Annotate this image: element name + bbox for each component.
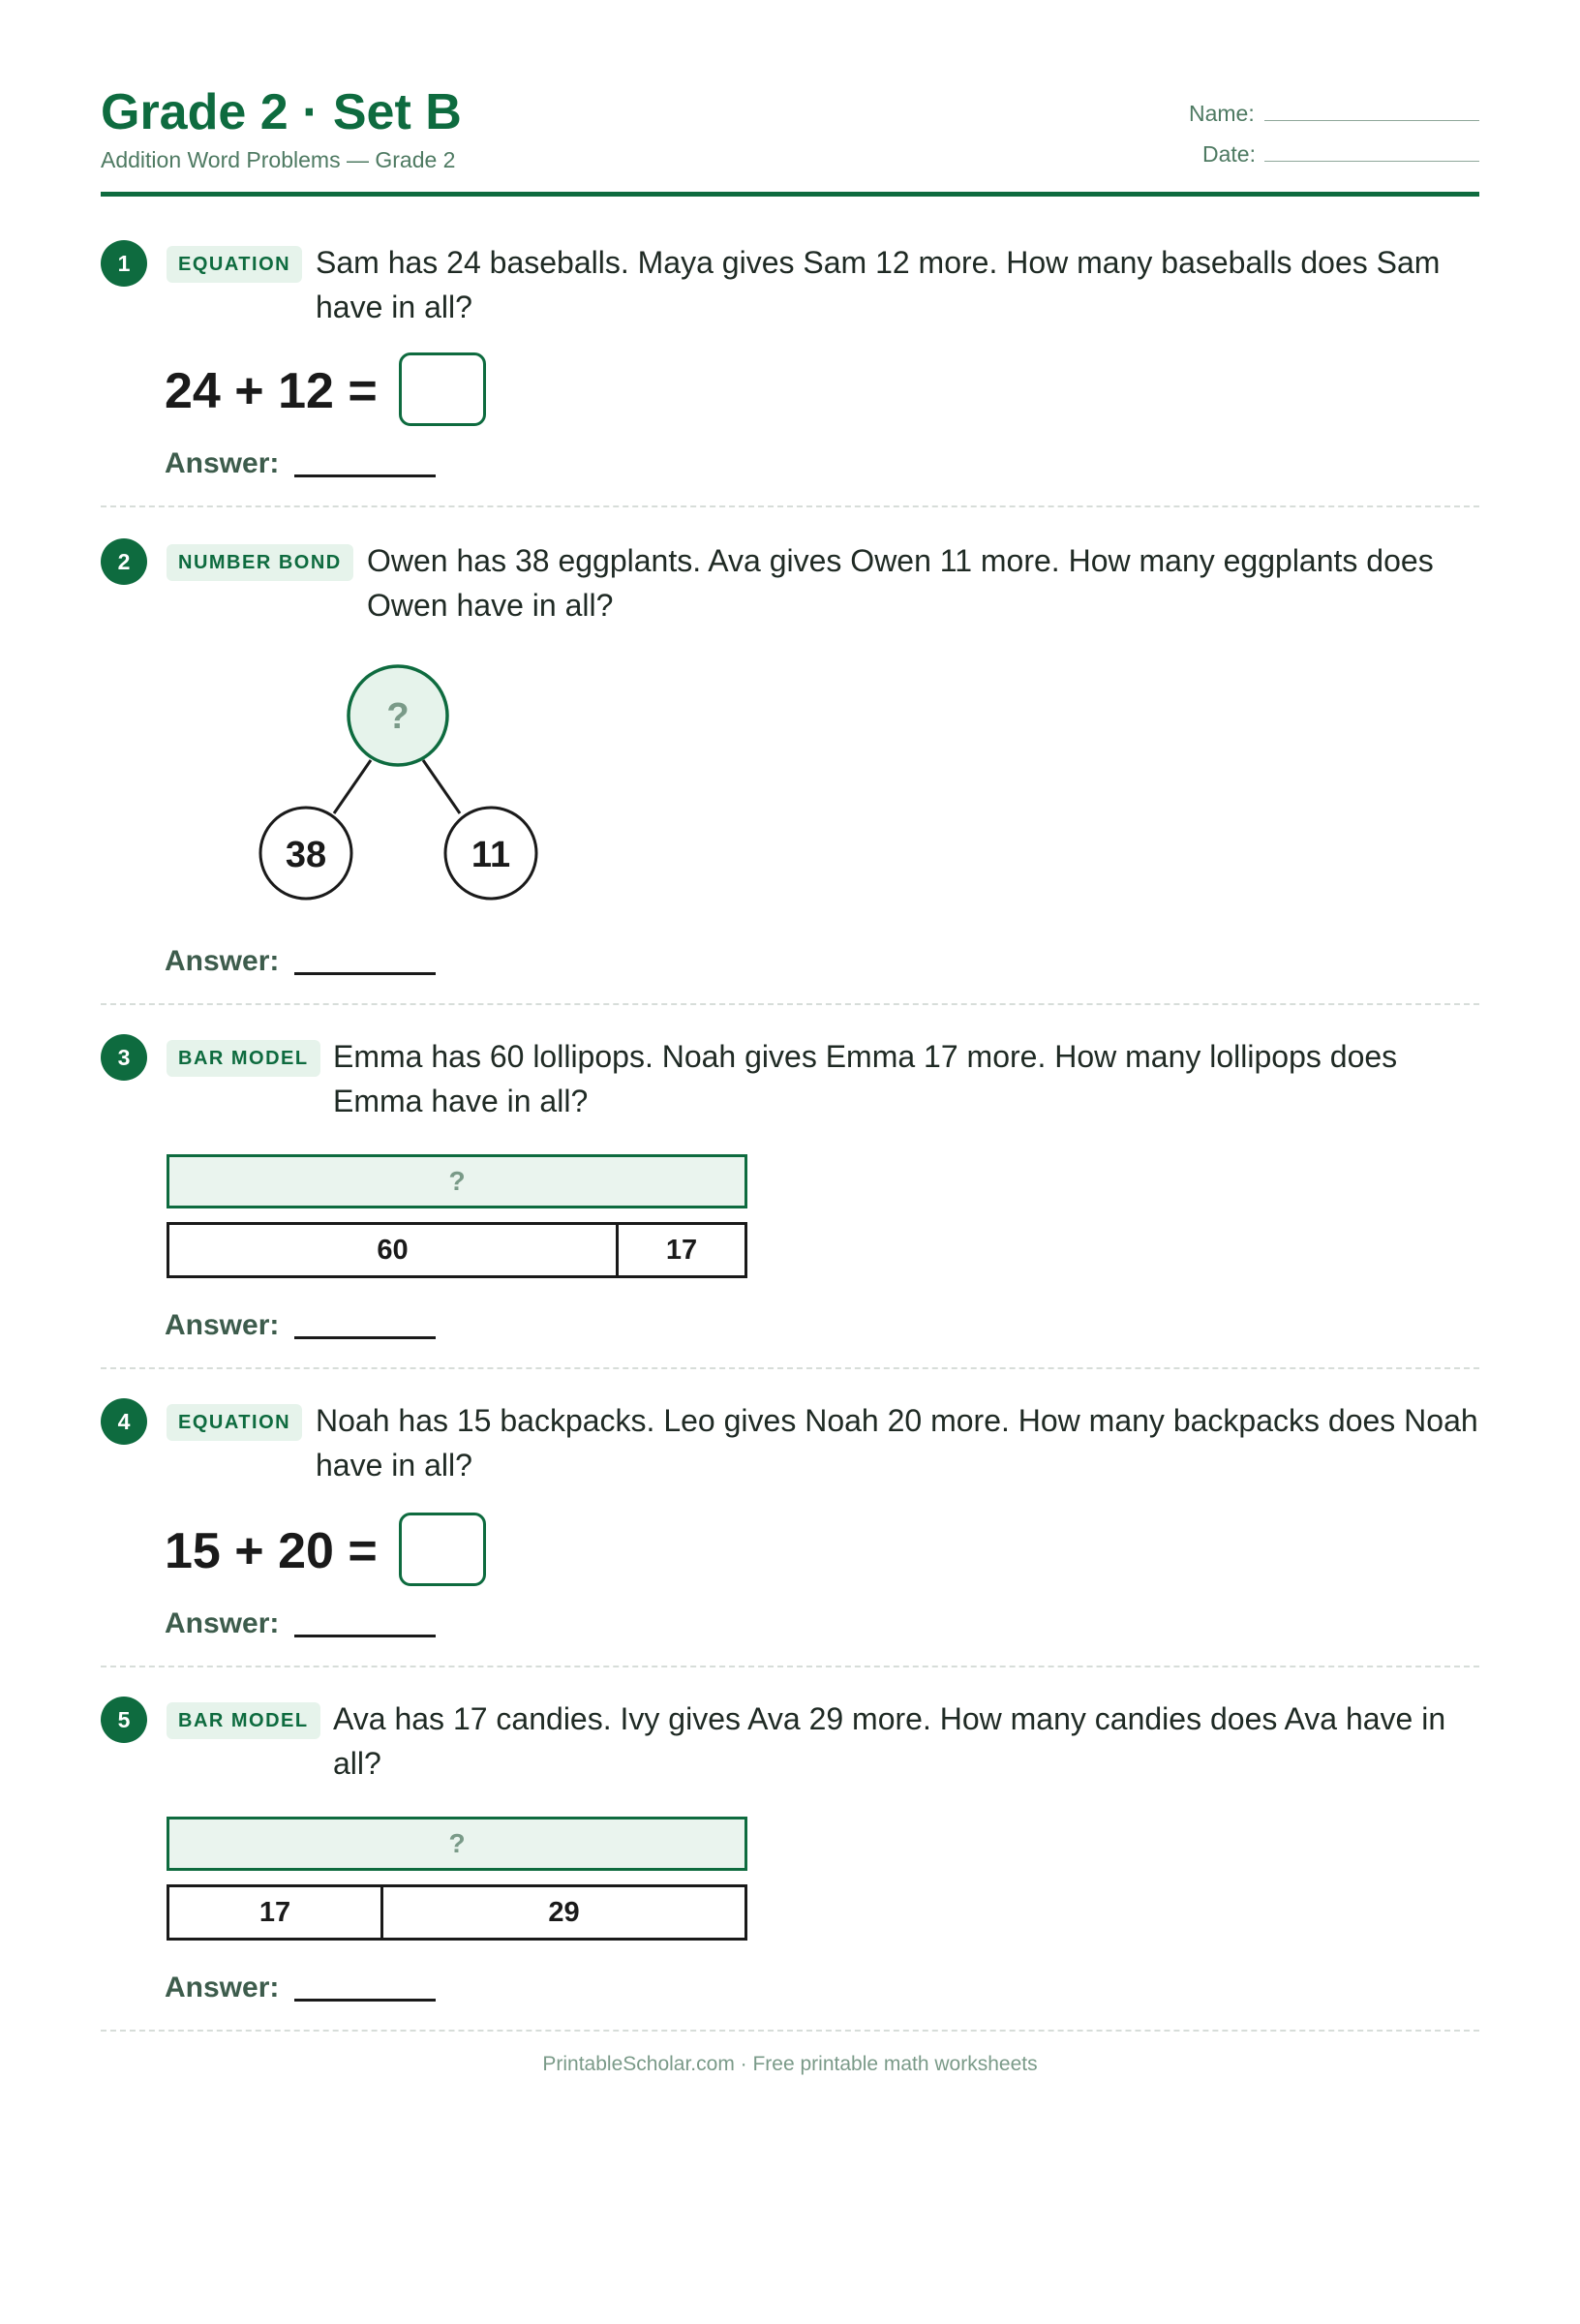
answer-line[interactable]: [294, 474, 436, 477]
answer-label: Answer:: [165, 447, 280, 479]
problem-separator: [101, 1367, 1479, 1369]
name-field[interactable]: [1264, 120, 1479, 121]
bar-model-part: 17: [616, 1222, 747, 1278]
date-field[interactable]: [1264, 161, 1479, 162]
problem-type-tag: BAR MODEL: [167, 1702, 320, 1739]
problem-separator: [101, 1666, 1479, 1667]
answer-line[interactable]: [294, 1336, 436, 1339]
number-bond-diagram: [242, 658, 552, 910]
page-footer: PrintableScholar.com · Free printable math worksheets: [542, 2053, 1038, 2075]
bond-part-value: 11: [471, 835, 511, 875]
problem-number: 1: [101, 240, 147, 287]
answer-label: Answer:: [165, 945, 280, 977]
equation-answer-box[interactable]: [399, 352, 486, 426]
bar-model-part: 29: [380, 1884, 747, 1941]
problem-text: Emma has 60 lollipops. Noah gives Emma 17 more. How many lollipops does Emma have in all?: [333, 1039, 1398, 1118]
problem-text: Owen has 38 eggplants. Ava gives Owen 11 more. How many eggplants does Owen have in all?: [367, 543, 1434, 623]
problem-number: 2: [101, 538, 147, 585]
problem-number: 4: [101, 1398, 147, 1445]
equation: 15 + 20 =: [165, 1523, 378, 1579]
answer-label: Answer:: [165, 1309, 280, 1341]
header-rule: [101, 192, 1479, 197]
equation-answer-box[interactable]: [399, 1513, 486, 1586]
bar-model-part: 60: [167, 1222, 619, 1278]
problem-type-tag: EQUATION: [167, 1404, 302, 1441]
bond-part-value: 38: [285, 835, 327, 875]
bond-connector-left: [334, 760, 371, 813]
problem-separator: [101, 1003, 1479, 1005]
problem-type-tag: NUMBER BOND: [167, 544, 353, 581]
answer-line[interactable]: [294, 1635, 436, 1637]
answer-label: Answer:: [165, 1972, 280, 2003]
problem-type-tag: EQUATION: [167, 246, 302, 283]
problem-separator: [101, 2030, 1479, 2032]
worksheet-title: Grade 2 · Set B: [101, 84, 462, 140]
answer-label: Answer:: [165, 1607, 280, 1639]
name-label: Name:: [1189, 101, 1255, 126]
bar-model-total: ?: [167, 1817, 747, 1871]
answer-line[interactable]: [294, 972, 436, 975]
problem-text: Sam has 24 baseballs. Maya gives Sam 12 more. How many baseballs does Sam have in all?: [316, 245, 1441, 324]
problem-number: 5: [101, 1697, 147, 1743]
problem-number: 3: [101, 1034, 147, 1081]
problem-text: Ava has 17 candies. Ivy gives Ava 29 more. How many candies does Ava have in all?: [333, 1701, 1446, 1781]
problem-type-tag: BAR MODEL: [167, 1040, 320, 1077]
bar-model-total: ?: [167, 1154, 747, 1208]
worksheet-subtitle: Addition Word Problems — Grade 2: [101, 147, 456, 172]
problem-text: Noah has 15 backpacks. Leo gives Noah 20 more. How many backpacks does Noah have in all?: [316, 1403, 1478, 1483]
bond-connector-right: [423, 760, 460, 813]
date-label: Date:: [1202, 141, 1256, 167]
equation: 24 + 12 =: [165, 363, 378, 419]
bond-whole-value: ?: [386, 696, 410, 737]
bar-model-part: 17: [167, 1884, 383, 1941]
answer-line[interactable]: [294, 1999, 436, 2002]
problem-separator: [101, 505, 1479, 507]
